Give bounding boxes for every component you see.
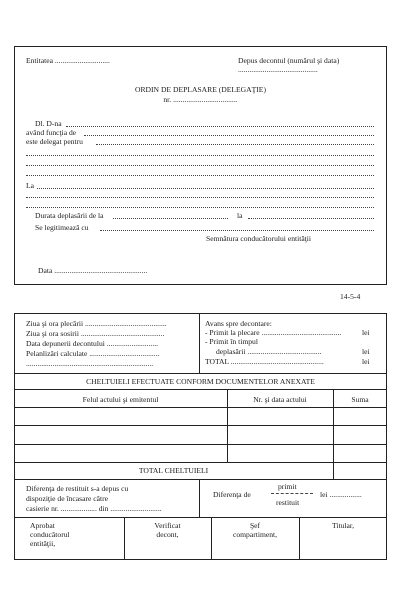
delegat-line-2[interactable] — [26, 155, 374, 156]
signature-aprobat: entităţii, — [30, 539, 56, 548]
delegat-label: este delegat pentru — [26, 137, 83, 146]
avans-primit-plecare: - Primit la plecare .......................................... — [205, 328, 342, 337]
primit-label: primit — [278, 482, 297, 491]
durata-from-field[interactable] — [113, 218, 228, 219]
avans-total: TOTAL ................................................. — [205, 357, 324, 366]
cheltuieli-header-line — [14, 389, 387, 390]
durata-to-field[interactable] — [248, 218, 374, 219]
table-row-line — [14, 425, 387, 426]
durata-label: Durata deplasării de la — [35, 211, 104, 220]
col-header-felul: Felul actului şi emitentul — [82, 395, 159, 404]
diferenta-lei-field: lei ................. — [320, 490, 362, 499]
semnatura-label: Semnătura conducătorului entităţii — [206, 234, 312, 243]
diferenta-label: Diferenţa de — [213, 490, 251, 499]
primit-restituit-fraction-line — [271, 493, 313, 494]
legitimeaza-label: Se legitimează cu — [35, 223, 89, 232]
signature-verificat: Verificat — [154, 521, 181, 530]
durata-to-label: la — [237, 211, 243, 220]
restituit-divider — [199, 479, 200, 517]
ziua-sosirii: Ziua şi ora sosirii ............................................ — [26, 329, 165, 338]
data-label: Data ................................................. — [38, 266, 148, 275]
depus-decont-dots: .......................................... — [238, 65, 318, 74]
pelanlizari: Pelanlizări calculate ..................................... — [26, 349, 160, 358]
signature-aprobat: Aprobat — [30, 521, 55, 530]
functia-field[interactable] — [84, 135, 374, 136]
avans-primit-plecare-unit: lei — [362, 328, 370, 337]
functia-label: având funcţia de — [26, 128, 77, 137]
la-line-3[interactable] — [26, 207, 374, 208]
total-cheltuieli-label: TOTAL CHELTUIELI — [138, 466, 209, 475]
signature-titular: Titular, — [332, 521, 354, 530]
col-header-nr-data: Nr. şi data actului — [253, 395, 307, 404]
dl-field[interactable] — [66, 126, 374, 127]
avans-deplasarii-unit: lei — [362, 347, 370, 356]
entity-label: Entitatea ............................. — [26, 56, 110, 65]
depus-decont-label: Depus decontul (numărul şi data) — [238, 56, 340, 65]
delegat-line-4[interactable] — [26, 175, 374, 176]
signature-sef: compartiment, — [232, 530, 278, 539]
top-section-divider — [199, 313, 200, 373]
table-row-line — [14, 444, 387, 445]
cheltuieli-top-line — [14, 373, 387, 374]
cheltuieli-header: CHELTUIELI EFECTUATE CONFORM DOCUMENTELOR ANEXATE — [86, 377, 315, 386]
delegat-field[interactable] — [96, 144, 374, 145]
la-label: La — [26, 181, 35, 190]
ziua-plecarii: Ziua şi ora plecării ........................................... — [26, 319, 167, 328]
restituit-line-3: casierie nr. ................... din ........................... — [26, 504, 162, 513]
col-divider-2 — [333, 389, 334, 479]
form-code: 14-5-4 — [340, 292, 361, 301]
legitimeaza-field[interactable] — [100, 230, 374, 231]
signature-sef: Şef — [249, 521, 261, 530]
signatures-top-line — [14, 517, 387, 518]
extra-field-line: ................................................................... — [26, 359, 154, 368]
data-depunerii: Data depunerii decontului ........................... — [26, 339, 159, 348]
document-title: ORDIN DE DEPLASARE (DELEGAŢIE) — [135, 85, 266, 94]
avans-deplasarii: deplasării ....................................... — [216, 347, 322, 356]
la-line-2[interactable] — [26, 197, 374, 198]
signature-verificat: decont, — [156, 530, 179, 539]
avans-total-unit: lei — [362, 357, 370, 366]
restituit-line-1: Diferenţa de restituit s-a depus cu — [26, 484, 129, 493]
table-row-line — [14, 462, 387, 463]
delegat-line-3[interactable] — [26, 165, 374, 166]
la-field[interactable] — [37, 188, 374, 189]
avans-title: Avans spre decontare: — [205, 319, 272, 328]
order-number: nr. .................................. — [163, 95, 238, 104]
total-bottom-line — [14, 479, 387, 480]
signature-aprobat: conducătorul — [30, 530, 70, 539]
restituit-line-2: dispoziţie de încasare către — [26, 494, 109, 503]
restituit-label: restituit — [276, 498, 300, 507]
avans-primit-timpul: - Primit în timpul — [205, 337, 258, 346]
col-header-suma: Suma — [351, 395, 369, 404]
table-row-line — [14, 407, 387, 408]
dl-label: Dl. D-na — [35, 119, 62, 128]
